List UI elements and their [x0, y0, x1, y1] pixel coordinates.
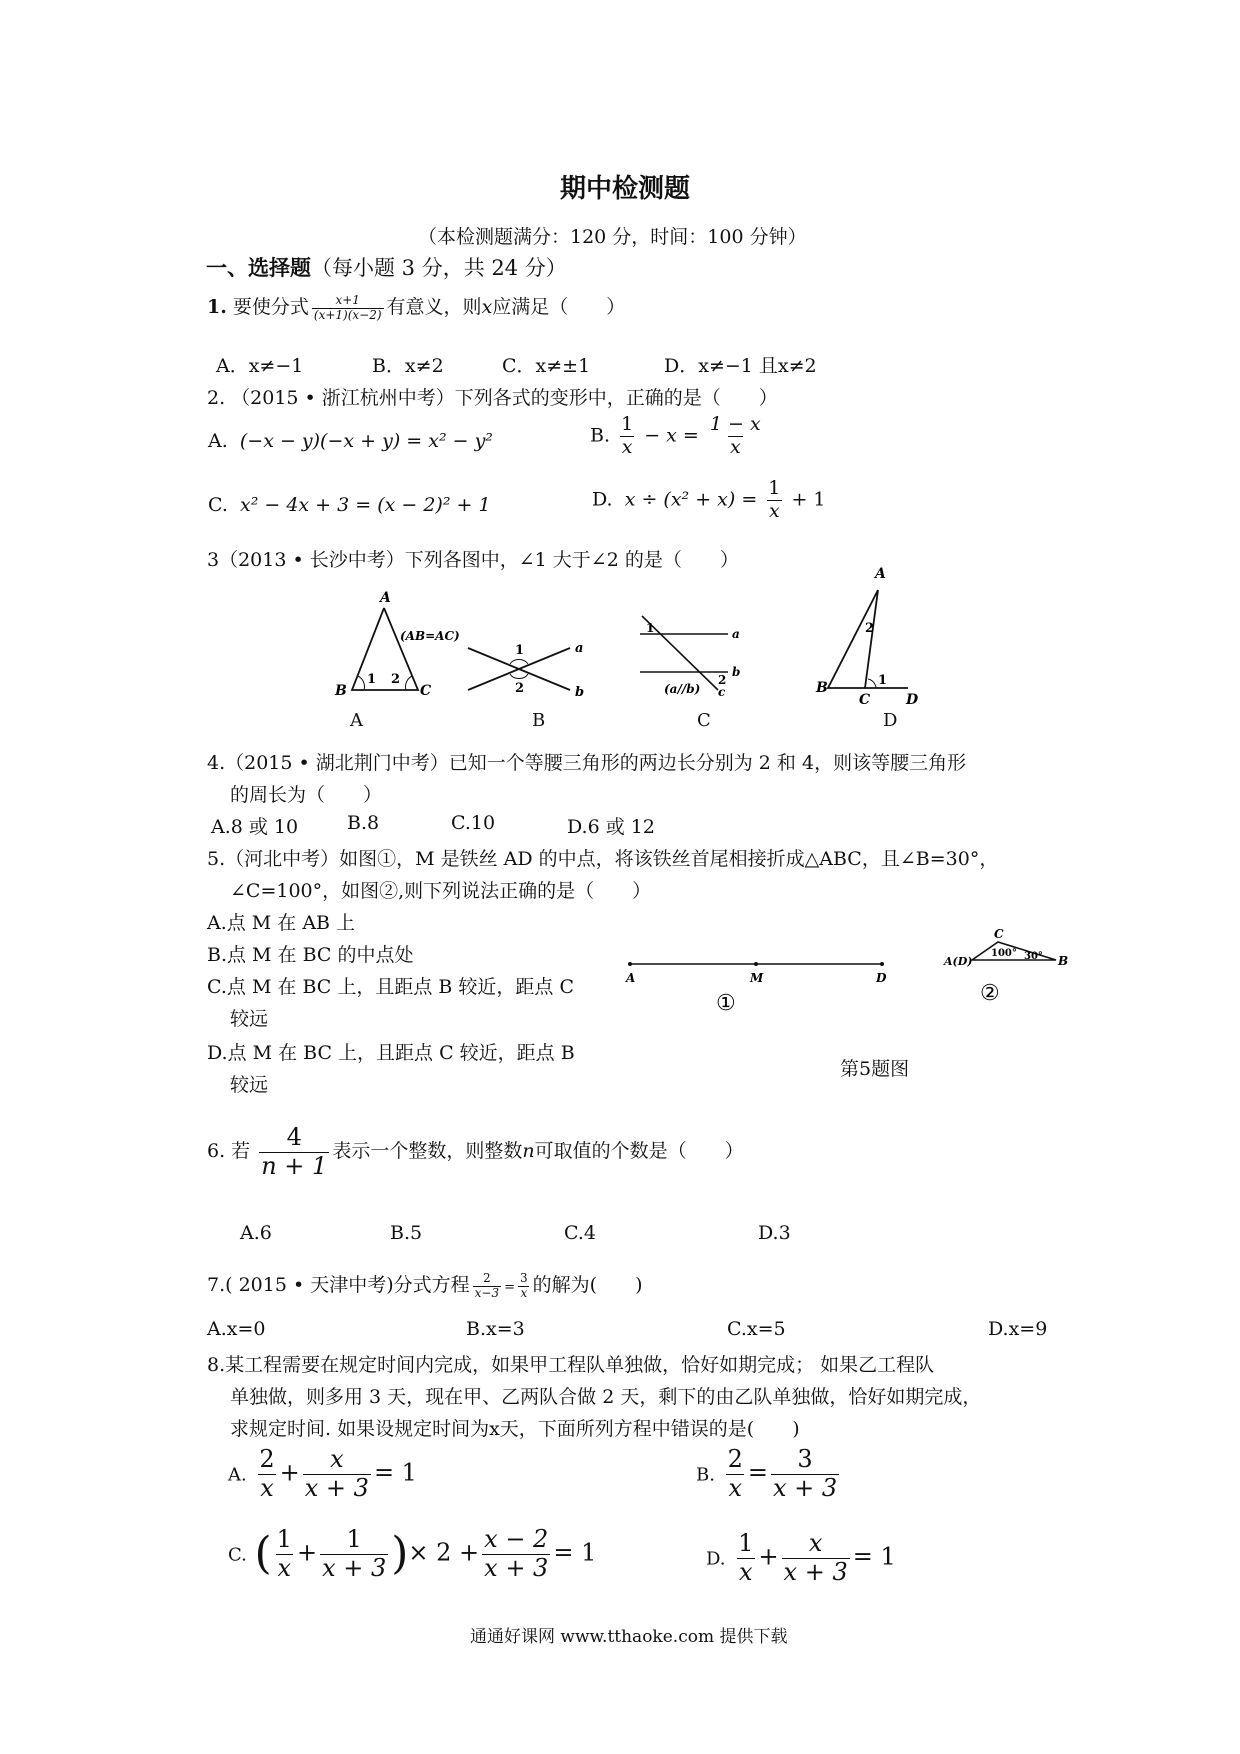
- q8-b-label: B.: [696, 1464, 715, 1486]
- q8-c-d2: x + 3: [322, 1553, 387, 1582]
- q6-text: 表示一个整数，则整数: [332, 1140, 523, 1162]
- q2-b-rhs-den: x: [729, 435, 741, 458]
- q2-b-mid: − x =: [644, 424, 699, 447]
- q3-d-angle2: 2: [865, 621, 875, 636]
- section-heading: [206, 252, 567, 282]
- q5-option-a: A.点 M 在 AB 上: [207, 912, 356, 934]
- q1-option-d: D．x≠−1 且x≠2: [664, 355, 817, 377]
- q3-a-triangle: [352, 608, 418, 690]
- q8-b-frac-2: [771, 1446, 839, 1502]
- q2-d-frac: [766, 478, 782, 523]
- q8-c-d1: x: [277, 1553, 292, 1582]
- q8-b-frac-1: [726, 1446, 745, 1502]
- q5-figures: [620, 920, 1080, 1020]
- q8-line1: 8.某工程需要在规定时间内完成，如果甲工程队单独做，恰好如期完成； 如果乙工程队: [207, 1354, 935, 1376]
- q8-d-plus: +: [758, 1542, 779, 1571]
- q7-f1-den: x−3: [474, 1285, 500, 1300]
- q5-label-c: C: [994, 927, 1004, 941]
- q6-option-a: A.6: [240, 1222, 272, 1244]
- q3-fig-label-d: D: [883, 710, 898, 731]
- q8-option-d: [706, 1530, 896, 1586]
- q3-a-angle1-arc: [358, 676, 364, 690]
- q7-option-b: B.x=3: [466, 1318, 525, 1340]
- q6-stem: [207, 1124, 744, 1180]
- q3-c-note: (a//b): [664, 682, 701, 696]
- q7-option-a: A.x=0: [207, 1318, 266, 1340]
- q7-f2-den: x: [520, 1285, 528, 1300]
- q1-option-b: B．x≠2: [372, 355, 444, 377]
- q8-a-rhs: = 1: [373, 1458, 417, 1487]
- q3-c-label-c: c: [718, 685, 726, 699]
- q6-text-end: 可取值的个数是（ ）: [534, 1140, 744, 1162]
- section-note: （每小题 3 分，共 24 分）: [311, 256, 567, 280]
- q5-fig2-mark: ②: [980, 981, 1000, 1006]
- q4-line2: 的周长为（ ）: [230, 784, 383, 806]
- q6-var: n: [522, 1140, 535, 1162]
- q3-c-angle2: 2: [718, 673, 727, 687]
- q6-option-d: D.3: [758, 1222, 791, 1244]
- q3-a-angle2-arc: [406, 676, 412, 690]
- q3-b-angle1-arc: [510, 659, 528, 664]
- q4-option-c: C.10: [451, 812, 496, 834]
- q3-d-angle1: 1: [878, 673, 888, 688]
- q2-b-lhs-frac: [619, 414, 635, 459]
- q3-fig-label-a: A: [350, 710, 363, 731]
- q5-label-b: B: [1058, 954, 1069, 968]
- q8-d-d2: x + 3: [783, 1557, 848, 1586]
- q4-option-b: B.8: [347, 812, 380, 834]
- q8-c-label: C.: [228, 1544, 247, 1566]
- q3-b-angle1: 1: [515, 643, 525, 658]
- q2-d-tail: + 1: [791, 488, 826, 511]
- q3-a-note: (AB=AC): [400, 629, 460, 643]
- q5-point-m: [754, 962, 758, 966]
- q2-b-rhs-frac: [708, 414, 763, 459]
- q2-d-den: x: [768, 499, 780, 522]
- q3-figure-b: [468, 641, 584, 700]
- q5-figure-1: [625, 962, 887, 1016]
- q2-d-label: D.: [592, 488, 613, 511]
- q5-point-d: [880, 962, 884, 966]
- q6-frac-den: n + 1: [261, 1151, 328, 1180]
- q6-prefix: 6. 若: [207, 1140, 251, 1162]
- q3-c-label-a: a: [732, 627, 740, 641]
- q5-option-d-line2: 较远: [230, 1074, 269, 1096]
- q3-a-angle2: 2: [391, 672, 401, 687]
- q1-var: x: [481, 296, 493, 318]
- q3-c-label-b: b: [732, 665, 741, 679]
- q7-frac-2: [518, 1272, 530, 1301]
- q5-figure-2: [943, 927, 1068, 1006]
- q2-stem: 2. （2015 • 浙江杭州中考）下列各式的变形中，正确的是（ ）: [207, 387, 778, 409]
- q3-figure-d: [815, 566, 919, 708]
- q5-angle-b: 30°: [1024, 951, 1043, 962]
- q6-option-c: C.4: [564, 1222, 596, 1244]
- q8-a-d2: x + 3: [304, 1473, 369, 1502]
- q7-stem: [207, 1270, 642, 1300]
- subtitle: （本检测题满分：120 分，时间：100 分钟）: [418, 226, 807, 248]
- q8-b-d2: x + 3: [772, 1473, 838, 1502]
- q3-figures: [320, 566, 940, 710]
- q8-c-rhs: = 1: [553, 1538, 597, 1567]
- q8-b-d1: x: [728, 1473, 742, 1502]
- q8-option-b: [696, 1446, 842, 1502]
- q3-fig-label-c: C: [697, 710, 711, 731]
- q8-d-n2: x: [808, 1529, 823, 1557]
- q2-a-label: A.: [208, 430, 228, 452]
- q5-label-a: A: [626, 971, 636, 985]
- q3-d-c-label: C: [859, 692, 871, 708]
- q2-option-c: [208, 494, 491, 516]
- q3-b-label-b: b: [575, 685, 585, 700]
- q8-a-d1: x: [260, 1473, 274, 1502]
- q8-c-n3: x − 2: [484, 1525, 549, 1553]
- q5-label-d: D: [876, 971, 887, 985]
- q6-option-b: B.5: [390, 1222, 423, 1244]
- q3-figure-c: [640, 616, 740, 699]
- q8-a-frac-2: [303, 1446, 371, 1502]
- q2-option-d: [592, 478, 826, 523]
- q5-angle-c: 100°: [991, 948, 1017, 959]
- q2-c-label: C.: [208, 494, 228, 516]
- q7-option-c: C.x=5: [727, 1318, 786, 1340]
- q2-b-lhs-den: x: [621, 435, 633, 458]
- q3-b-label-a: a: [575, 641, 584, 656]
- q5-option-c-line1: C.点 M 在 BC 上，且距点 B 较近，距点 C: [207, 976, 574, 998]
- q3-a-angle1: 1: [367, 672, 377, 687]
- q3-d-b-label: B: [816, 680, 828, 696]
- q7-f1-num: 2: [483, 1270, 491, 1285]
- q2-option-b: [590, 414, 766, 459]
- q3-b-angle2: 2: [515, 681, 525, 696]
- q1-number: 1.: [207, 296, 227, 318]
- q8-d-d1: x: [739, 1557, 753, 1586]
- q8-a-n1: 2: [259, 1445, 275, 1473]
- q4-option-d: D.6 或 12: [567, 816, 655, 838]
- q8-d-frac-2: [782, 1530, 850, 1586]
- q8-option-c: [228, 1526, 596, 1582]
- q4-line1: 4.（2015 • 湖北荆门中考）已知一个等腰三角形的两边长分别为 2 和 4，则该等腰三角形: [207, 752, 967, 774]
- q8-c-plus: +: [296, 1538, 318, 1567]
- q4-option-a: A.8 或 10: [211, 816, 299, 838]
- q3-stem: 3（2013 • 长沙中考）下列各图中，∠1 大于∠2 的是（ ）: [207, 549, 739, 571]
- q8-a-frac-1: [257, 1446, 276, 1502]
- q3-d-triangle: [828, 590, 878, 688]
- q2-d-num: 1: [768, 477, 781, 499]
- q3-d-angle1-arc: [868, 679, 876, 688]
- q8-c-frac-3: [482, 1526, 550, 1582]
- q8-b-n1: 2: [727, 1445, 743, 1473]
- q8-a-label: A.: [228, 1464, 247, 1486]
- q8-c-d3: x + 3: [484, 1553, 549, 1582]
- q5-label-ad: A(D): [944, 955, 973, 968]
- q1-frac-denominator: (x+1)(x−2): [313, 307, 382, 322]
- q1-fraction: [312, 294, 384, 323]
- q8-d-frac-1: [736, 1530, 755, 1586]
- q1-text-end: 应满足（ ）: [492, 296, 626, 318]
- q3-b-angle2-arc: [510, 674, 528, 679]
- q1-stem: [207, 292, 625, 322]
- q2-c-expr: x² − 4x + 3 = (x − 2)² + 1: [240, 494, 491, 516]
- q5-option-c-line2: 较远: [230, 1008, 269, 1030]
- q8-c-rparen: ): [391, 1528, 409, 1580]
- footer: 通通好课网 www.tthaoke.com 提供下载: [470, 1627, 788, 1647]
- q3-d-d-label: D: [906, 692, 919, 708]
- q5-point-a: [628, 962, 632, 966]
- q2-d-lhs: x ÷ (x² + x) =: [624, 488, 758, 511]
- q8-a-plus: +: [279, 1458, 300, 1487]
- q8-d-n1: 1: [738, 1529, 754, 1557]
- q3-a-apex-label: A: [380, 590, 391, 606]
- page-title: 期中检测题: [560, 174, 691, 204]
- q8-option-a: [228, 1446, 417, 1502]
- q3-a-right-label: C: [420, 683, 432, 699]
- q5-line2: ∠C=100°，如图②,则下列说法正确的是（ ）: [230, 880, 652, 902]
- q5-option-b: B.点 M 在 BC 的中点处: [207, 944, 414, 966]
- q5-fig1-mark: ①: [716, 991, 736, 1016]
- q1-option-a: A．x≠−1: [216, 355, 304, 377]
- q8-d-rhs: = 1: [852, 1542, 896, 1571]
- q3-c-angle1: 1: [646, 621, 655, 635]
- q8-line3: 求规定时间. 如果设规定时间为x天，下面所列方程中错误的是( ): [230, 1418, 800, 1440]
- q7-eq: =: [504, 1280, 516, 1295]
- q8-a-n2: x: [330, 1445, 344, 1473]
- q8-c-lparen: (: [254, 1528, 272, 1580]
- q1-frac-numerator: x+1: [335, 292, 360, 307]
- q8-c-frac-2: [320, 1526, 388, 1582]
- q2-option-a: [208, 430, 493, 452]
- q3-d-apex-label: A: [875, 566, 886, 582]
- q3-a-left-label: B: [335, 683, 347, 699]
- q8-c-frac-1: [275, 1526, 294, 1582]
- q2-b-rhs-num: 1 − x: [709, 413, 761, 435]
- q6-frac-num: 4: [286, 1123, 302, 1151]
- q8-b-eq: =: [747, 1458, 768, 1487]
- q2-b-lhs-num: 1: [621, 413, 634, 435]
- q7-option-d: D.x=9: [988, 1318, 1048, 1340]
- q8-line2: 单独做，则多用 3 天，现在甲、乙两队合做 2 天，剩下的由乙队单独做，恰好如期完成，: [230, 1386, 982, 1408]
- q5-caption: 第5题图: [840, 1058, 910, 1080]
- q3-fig-label-b: B: [532, 710, 546, 731]
- q5-line1: 5.（河北中考）如图①，M 是铁丝 AD 的中点，将该铁丝首尾相接折成△ABC，且∠B=30°，: [207, 848, 999, 870]
- q8-b-n2: 3: [797, 1445, 813, 1473]
- q1-text-before: 要使分式: [232, 296, 309, 318]
- q7-frac-1: [473, 1272, 501, 1301]
- q8-c-times: × 2 +: [408, 1538, 480, 1567]
- q2-b-label: B.: [590, 424, 611, 447]
- q7-text-before: 7.( 2015 • 天津中考)分式方程: [207, 1274, 470, 1296]
- q1-option-c: C．x≠±1: [502, 355, 591, 377]
- q6-fraction: [259, 1124, 329, 1180]
- q5-option-d-line1: D.点 M 在 BC 上，且距点 C 较近，距点 B: [207, 1042, 575, 1064]
- q8-d-label: D.: [706, 1548, 726, 1570]
- q3-figure-a: [334, 590, 460, 699]
- section-title: 一、选择题: [206, 255, 311, 280]
- q7-f2-num: 3: [520, 1270, 528, 1285]
- q5-label-m: M: [750, 971, 764, 985]
- q2-a-expr: (−x − y)(−x + y) = x² − y²: [239, 430, 493, 452]
- q8-c-n1: 1: [276, 1525, 292, 1553]
- q1-text-after: 有意义，则: [386, 296, 482, 318]
- q8-c-n2: 1: [346, 1525, 362, 1553]
- q7-text-after: 的解为( ): [532, 1274, 643, 1296]
